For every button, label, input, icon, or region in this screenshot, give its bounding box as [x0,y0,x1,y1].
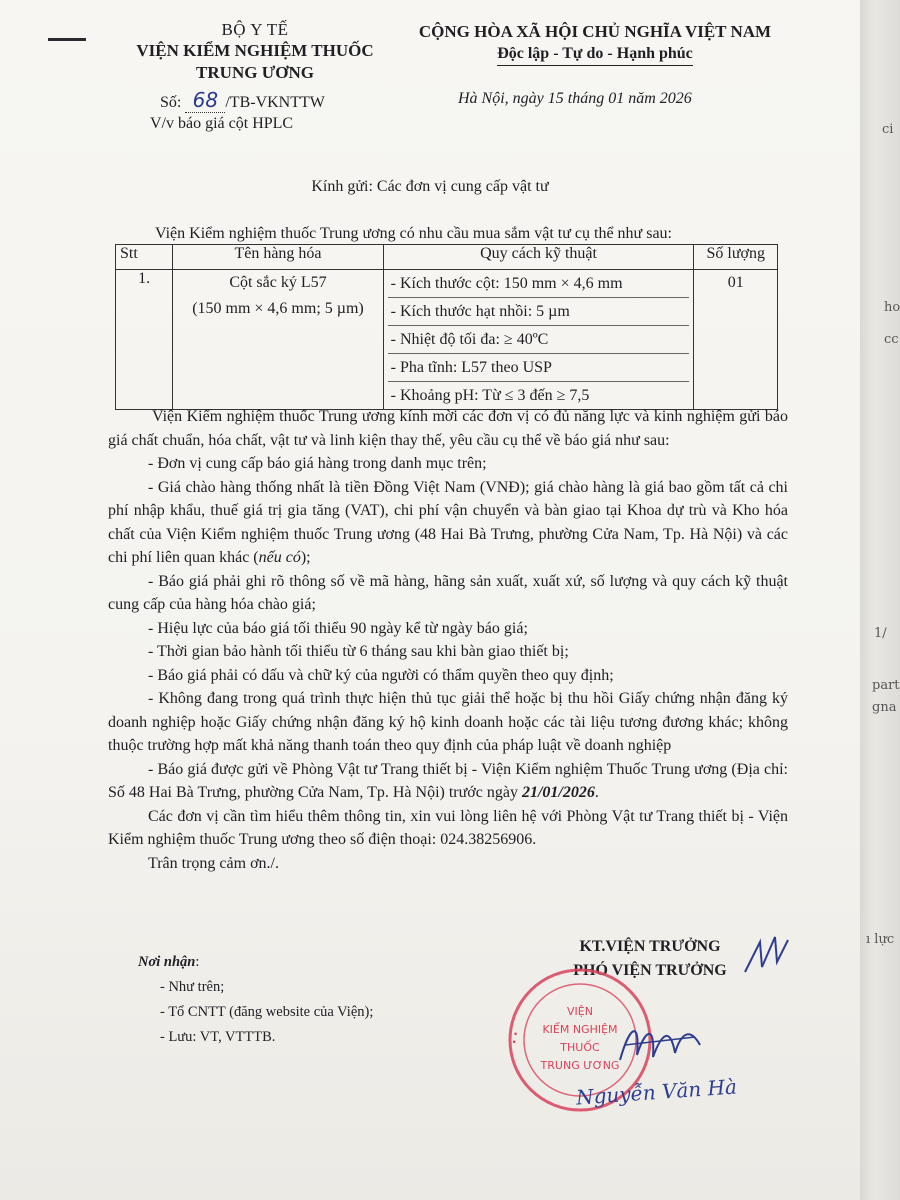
header-spec: Quy cách kỹ thuật [383,245,694,270]
item-name-line2: (150 mm × 4,6 mm; 5 µm) [192,300,364,317]
signatory-line2: PHÓ VIỆN TRƯỞNG [573,962,727,979]
ministry-name: BỘ Y TẾ [221,20,289,39]
items-table [115,244,778,410]
recipient-item: - Như trên; [160,979,225,995]
paragraph [108,476,788,570]
page-edge-shadow [858,0,900,1200]
recipient-item: - Tổ CNTT (đăng website của Viện); [160,1004,374,1020]
greeting: Kính gửi: Các đơn vị cung cấp vật tư [311,178,549,195]
paragraph: - Báo giá phải có dấu và chữ ký của người có thẩm quyền theo quy định; [148,666,614,684]
table-row [116,270,778,410]
signatory-line1: KT.VIỆN TRƯỞNG [579,938,721,955]
signer-name: Nguyễn Văn Hà [575,1074,738,1110]
paragraph: - Đơn vị cung cấp báo giá hàng trong danh mục trên; [148,455,487,472]
header-item-name: Tên hàng hóa [173,245,383,270]
doc-number-handwritten: 68 [185,88,225,113]
deadline-date: 21/01/2026 [521,784,595,801]
institute-name-line2: TRUNG ƯƠNG [196,63,314,82]
paragraph: - Báo giá phải ghi rõ thông số về mã hàng, hãng sản xuất, xuất xứ, số lượng và quy cách kỹ thuật cung cấp của hàng hóa chào giá; [108,572,788,613]
body-text [108,405,788,875]
paragraph-text: . [594,784,599,801]
header-dash-mark [48,38,86,41]
edge-fragment: ı lực [866,932,895,947]
spec-line: - Kích thước cột: 150 mm × 4,6 mm [388,270,690,298]
paragraph [108,758,788,805]
seal-rim-mark: • • [510,1030,523,1046]
recipients-colon: : [195,954,200,970]
paragraph: Các đơn vị cần tìm hiểu thêm thông tin, xin vui lòng liên hệ với Phòng Vật tư Trang thiết bị - Viện Kiểm nghiệm thuốc Trung ương theo số điện thoại: 024.38256906. [108,807,788,848]
institute-name-line1: VIỆN KIỂM NGHIỆM THUỐC [136,41,374,60]
doc-number-prefix: Số: [160,94,182,111]
paragraph: - Thời gian bảo hành tối thiểu từ 6 tháng sau khi bàn giao thiết bị; [148,643,569,660]
edge-fragment: ho [884,300,900,315]
edge-fragment: 1/ [874,626,887,641]
paragraph-italic: nếu có [258,549,301,566]
table-header-row [116,245,778,270]
paragraph-text: - Báo giá được gửi về Phòng Vật tư Trang thiết bị - Viện Kiểm nghiệm Thuốc Trung ương (Địa chỉ: Số 48 Hai Bà Trưng, phường Cửa Nam, Tp. Hà Nội) trước ngày [108,760,788,801]
handwritten-signature [615,1015,705,1070]
cell-item-name [173,270,383,410]
recipient-item: - Lưu: VT, VTTTB. [160,1029,276,1045]
cell-stt: 1. [116,270,173,410]
seal-text: VIỆN [567,1005,593,1018]
national-motto: Độc lập - Tự do - Hạnh phúc [497,45,693,66]
nation-name: CỘNG HÒA XÃ HỘI CHỦ NGHĨA VIỆT NAM [418,22,772,41]
seal-text: TRUNG ƯƠNG [540,1059,620,1072]
seal-text: KIỂM NGHIỆM [542,1023,618,1036]
issuing-authority [110,20,400,84]
paragraph-text: ); [300,549,311,566]
item-name-line1: Cột sắc ký L57 [229,274,327,291]
doc-number-suffix: /TB-VKNTTW [225,94,325,111]
paragraph: - Hiệu lực của báo giá tối thiểu 90 ngày kể từ ngày báo giá; [148,619,528,637]
date-line: Hà Nội, ngày 15 tháng 01 năm 2026 [458,90,692,107]
edge-fragment: ci [882,122,894,137]
edge-fragment: gna [872,700,897,715]
recipients-label: Nơi nhận [138,954,196,970]
document-subject: V/v báo giá cột HPLC [150,115,294,132]
paragraph: Viện Kiểm nghiệm thuốc Trung ương kính mời các đơn vị có đủ năng lực và kinh nghiệm gửi báo giá chất chuẩn, hóa chất, vật tư và linh kiện thay thế, yêu cầu cụ thể về báo giá như sau: [108,408,788,449]
edge-fragment: cc [884,332,899,347]
initial-mark [740,932,790,977]
spec-line: - Khoảng pH: Từ ≤ 3 đến ≥ 7,5 [390,387,590,404]
paragraph: - Không đang trong quá trình thực hiện thủ tục giải thể hoặc bị thu hồi Giấy chứng nhận đăng ký doanh nghiệp hoặc Giấy chứng nhận đăng ký hộ kinh doanh hoặc các tài liệu tương đương khác; không thuộc trường hợp mất khả năng thanh toán theo quy định của pháp luật về doanh nghiệp [108,690,788,754]
national-heading [395,22,795,66]
header-quantity: Số lượng [694,245,778,270]
cell-quantity: 01 [694,270,778,410]
paragraph-text: - Giá chào hàng thống nhất là tiền Đồng Việt Nam (VNĐ); giá chào hàng là giá bao gồm tất cả chi phí nhập khẩu, thuế giá trị gia tăng (VAT), chi phí vận chuyển và bàn giao tại Khoa dự trù và Kho hóa chất của Viện Kiểm nghiệm thuốc Trung ương (48 Hai Bà Trưng, phường Cửa Nam, Tp. Hà Nội) và các chi phí liên quan khác ( [108,478,788,566]
header-stt: Stt [116,245,173,270]
spec-line: - Nhiệt độ tối đa: ≥ 40ºC [388,326,690,354]
document-number [160,88,325,113]
recipients-block [138,950,373,1050]
seal-text: THUỐC [560,1041,600,1054]
intro-sentence: Viện Kiểm nghiệm thuốc Trung ương có nhu cầu mua sắm vật tư cụ thể như sau: [155,225,672,242]
spec-line: - Pha tĩnh: L57 theo USP [388,354,690,382]
edge-fragment: part [872,678,900,693]
spec-line: - Kích thước hạt nhồi: 5 µm [388,298,690,326]
cell-spec [383,270,694,410]
closing-line: Trân trọng cảm ơn./. [148,854,279,872]
